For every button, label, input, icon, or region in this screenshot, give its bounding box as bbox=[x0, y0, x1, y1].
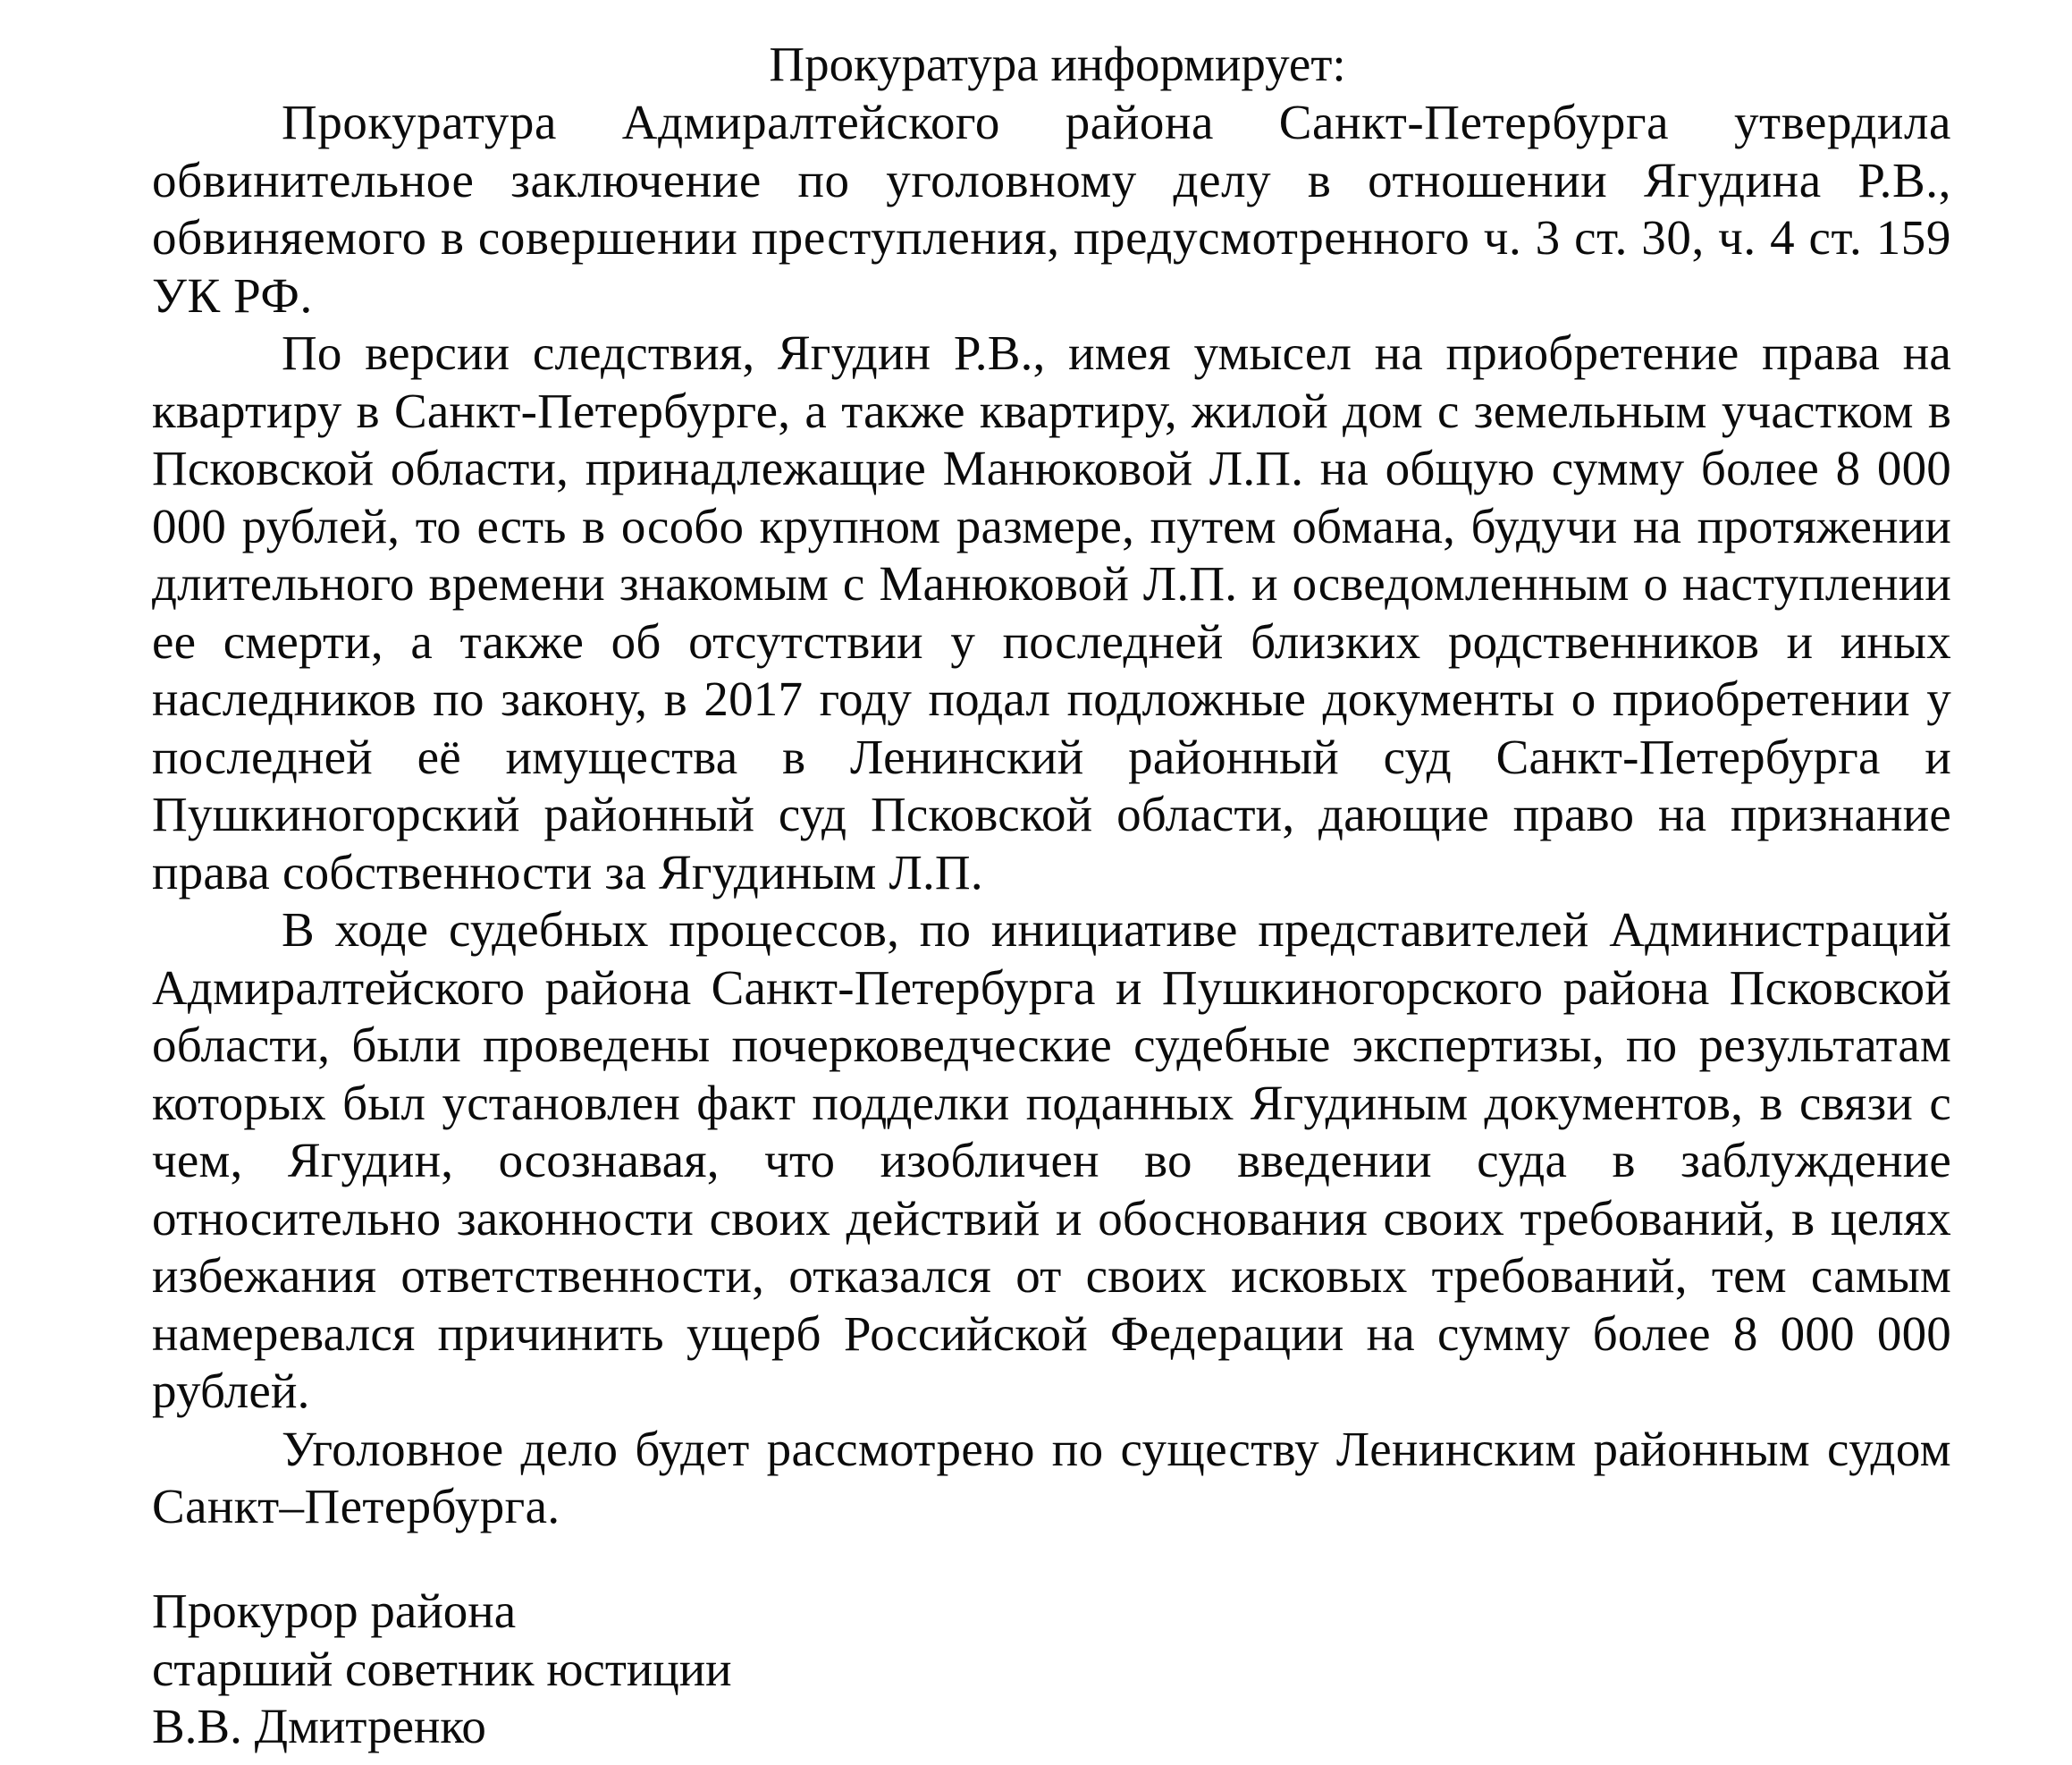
signature-rank: старший советник юстиции bbox=[152, 1641, 732, 1696]
signature-block bbox=[152, 1583, 732, 1756]
signature-position: Прокурор района bbox=[152, 1583, 517, 1638]
paragraph-case-hearing: Уголовное дело будет рассмотрено по существу Ленинским районным судом Санкт–Петербурга. bbox=[152, 1421, 1951, 1533]
signature-name: В.В. Дмитренко bbox=[152, 1699, 486, 1753]
paragraph-investigation-version: По версии следствия, Ягудин Р.В., имея умысел на приобретение права на квартиру в Санкт-Петербурге, а также квартиру, жилой дом с земельным участком в Псковской области, принадлежащие Манюковой Л.П. на общую сумму более 8 000 000 рублей, то есть в особо крупном размере, путем обмана, будучи на протяжении длительного времени знакомым с Манюковой Л.П. и осведомленным о наступлении ее смерти, а также об отсутствии у последней близких родственников и иных наследников по закону, в 2017 году подал подложные документы о приобретении у последней её имущества в Ленинский районный суд Санкт-Петербурга и Пушкиногорский районный суд Псковской области, дающие право на признание права собственности за Ягудиным Л.П. bbox=[152, 325, 1951, 899]
paragraph-court-proceedings: В ходе судебных процессов, по инициативе представителей Администраций Адмиралтейского района Санкт-Петербурга и Пушкиногорского района Псковской области, были проведены почерковедческие судебные экспертизы, по результатам которых был установлен факт подделки поданных Ягудиным документов, в связи с чем, Ягудин, осознавая, что изобличен во введении суда в заблуждение относительно законности своих действий и обоснования своих требований, в целях избежания ответственности, отказался от своих исковых требований, тем самым намеревался причинить ущерб Российской Федерации на сумму более 8 000 000 рублей. bbox=[152, 902, 1951, 1418]
document-heading: Прокуратура информирует: bbox=[769, 37, 1346, 91]
document-body bbox=[152, 94, 1951, 1536]
paragraph-indictment: Прокуратура Адмиралтейского района Санкт-Петербурга утвердила обвинительное заключение по уголовному делу в отношении Ягудина Р.В., обвиняемого в совершении преступления, предусмотренного ч. 3 ст. 30, ч. 4 ст. 159 УК РФ. bbox=[152, 95, 1951, 323]
